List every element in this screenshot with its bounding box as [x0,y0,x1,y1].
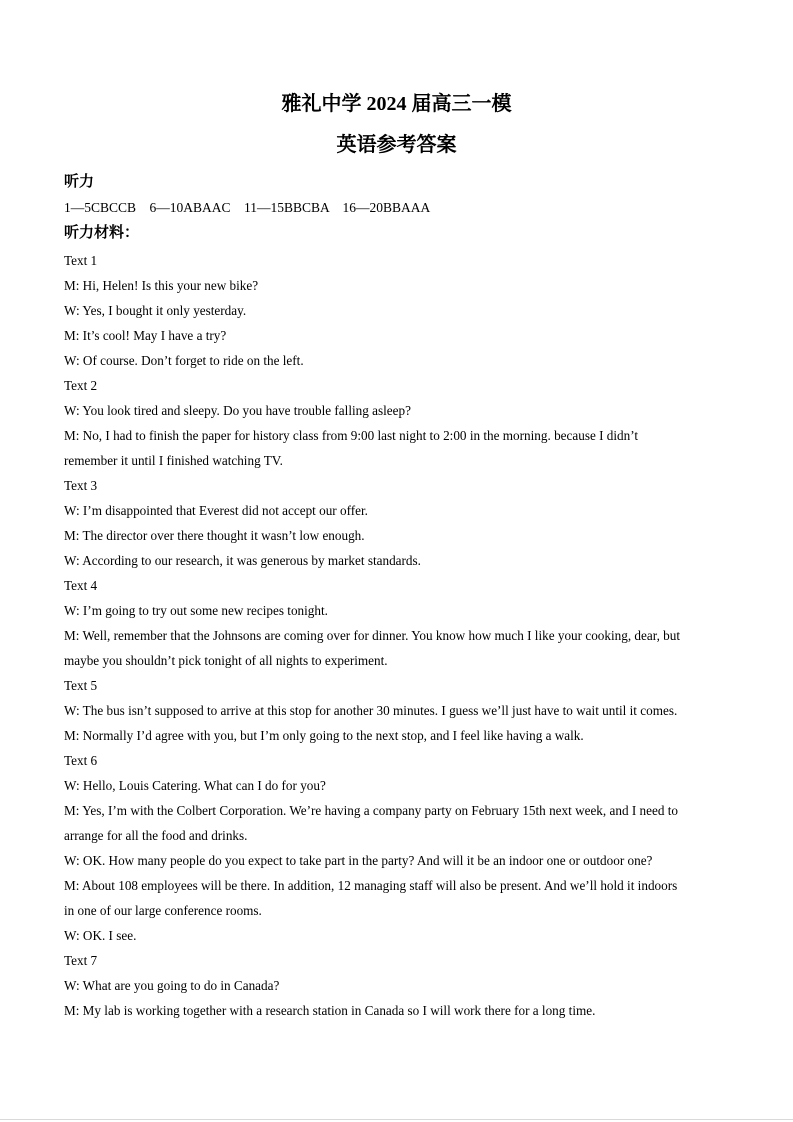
section-heading-listening: 听力 [64,174,95,190]
transcript-line: W: Yes, I bought it only yesterday. [64,303,247,318]
page-bottom-divider [0,1119,793,1120]
transcript-line: M: About 108 employees will be there. In addition, 12 managing staff will also be present. And we’ll hold it indoors [64,878,678,893]
section-heading-material: 听力材料： [64,225,140,241]
transcript-line: M: The director over there thought it wasn’t low enough. [64,528,365,543]
answer-key: 1—5CBCCB 6—10ABAAC 11—15BBCBA 16—20BBAAA [64,200,431,215]
transcript-line: M: It’s cool! May I have a try? [64,328,227,343]
transcript-line: Text 4 [64,578,98,593]
transcript-line: M: Hi, Helen! Is this your new bike? [64,278,259,293]
transcript-line: W: I’m going to try out some new recipes tonight. [64,603,328,618]
transcript-line: W: What are you going to do in Canada? [64,978,280,993]
transcript-line: W: OK. How many people do you expect to take part in the party? And will it be an indoor one or outdoor one? [64,853,653,868]
transcript-line: W: Of course. Don’t forget to ride on the left. [64,353,304,368]
transcript-line: M: Normally I’d agree with you, but I’m only going to the next stop, and I feel like having a walk. [64,728,584,743]
transcript-line: in one of our large conference rooms. [64,903,262,918]
transcript-line: arrange for all the food and drinks. [64,828,248,843]
transcript-line: Text 5 [64,678,98,693]
document-title: 雅礼中学 2024 届高三一模 [281,93,512,115]
transcript-line: M: Yes, I’m with the Colbert Corporation. We’re having a company party on February 15th next week, and I need to [64,803,678,818]
transcript-line: Text 2 [64,378,98,393]
transcript-line: remember it until I finished watching TV. [64,453,283,468]
transcript-line: W: According to our research, it was generous by market standards. [64,553,421,568]
transcript-line: M: Well, remember that the Johnsons are coming over for dinner. You know how much I like your cooking, dear, but [64,628,681,643]
transcript-line: Text 3 [64,478,98,493]
transcript-line: Text 6 [64,753,98,768]
document-subtitle: 英语参考答案 [336,134,457,156]
transcript [64,248,734,1023]
transcript-line: W: Hello, Louis Catering. What can I do for you? [64,778,326,793]
transcript-line: M: No, I had to finish the paper for history class from 9:00 last night to 2:00 in the morning. because I didn’t [64,428,639,443]
transcript-line: W: I’m disappointed that Everest did not accept our offer. [64,503,368,518]
transcript-line: W: OK. I see. [64,928,137,943]
transcript-line: Text 7 [64,953,98,968]
transcript-line: W: The bus isn’t supposed to arrive at this stop for another 30 minutes. I guess we’ll just have to wait until it comes. [64,703,678,718]
transcript-line: W: You look tired and sleepy. Do you have trouble falling asleep? [64,403,411,418]
transcript-line: Text 1 [64,253,98,268]
transcript-line: M: My lab is working together with a research station in Canada so I will work there for a long time. [64,1003,596,1018]
transcript-line: maybe you shouldn’t pick tonight of all nights to experiment. [64,653,388,668]
